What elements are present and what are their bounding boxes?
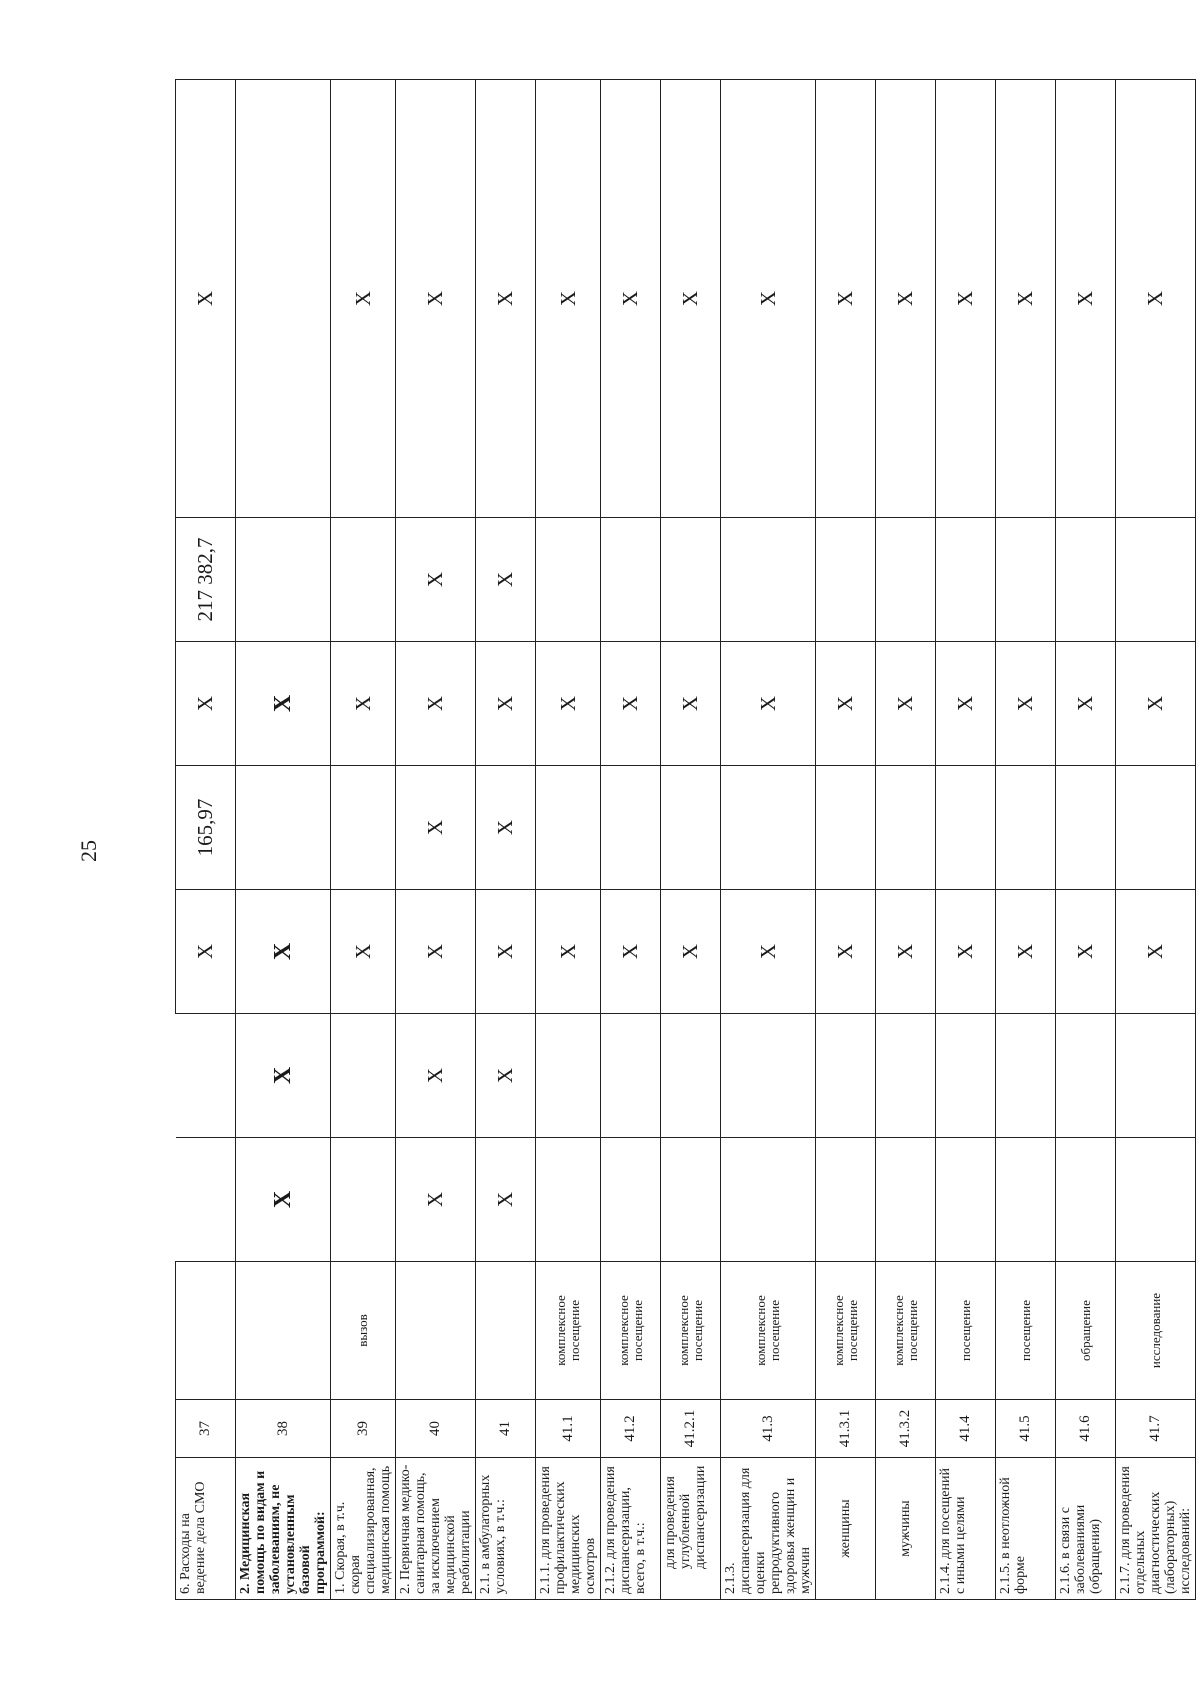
value-cell-4 — [236, 766, 331, 890]
row-unit: комплексное посещение — [816, 1262, 876, 1400]
value-cell-3: X — [721, 890, 816, 1014]
value-cell-5: X — [1116, 642, 1196, 766]
table-row — [1116, 80, 1196, 1600]
value-cell-3: X — [876, 890, 936, 1014]
value-cell-1 — [721, 1138, 816, 1262]
value-cell-2: X — [396, 1014, 476, 1138]
value-cell-7: X — [1056, 80, 1116, 518]
row-number: 41.3.1 — [816, 1400, 876, 1458]
row-number: 39 — [331, 1400, 396, 1458]
value-cell-1 — [331, 1138, 396, 1262]
row-unit — [396, 1262, 476, 1400]
row-unit: обращение — [1056, 1262, 1116, 1400]
value-cell-1: X — [236, 1138, 331, 1262]
value-cell-7: X — [661, 80, 721, 518]
value-cell-1 — [996, 1138, 1056, 1262]
value-cell-4: X — [396, 766, 476, 890]
value-cell-7: X — [536, 80, 601, 518]
value-cell-4 — [1056, 766, 1116, 890]
value-cell-3: X — [1056, 890, 1116, 1014]
value-cell-1 — [876, 1138, 936, 1262]
value-cell-5: X — [476, 642, 536, 766]
value-cell-7: X — [1116, 80, 1196, 518]
table-row — [876, 80, 936, 1600]
value-cell-4 — [936, 766, 996, 890]
value-cell-4 — [816, 766, 876, 890]
table-row — [536, 80, 601, 1600]
row-number: 40 — [396, 1400, 476, 1458]
row-unit: посещение — [996, 1262, 1056, 1400]
value-cell-7: X — [996, 80, 1056, 518]
row-number: 41 — [476, 1400, 536, 1458]
row-name: 2. Первичная медико-санитарная помощь, за исключением медицинской реабилитации — [396, 1458, 476, 1600]
value-cell-4 — [721, 766, 816, 890]
row-number: 38 — [236, 1400, 331, 1458]
value-cell-6 — [936, 518, 996, 642]
row-number: 41.3 — [721, 1400, 816, 1458]
value-cell-3: X — [816, 890, 876, 1014]
value-cell-5: X — [996, 642, 1056, 766]
row-number: 41.1 — [536, 1400, 601, 1458]
value-cell-4 — [1116, 766, 1196, 890]
value-cell-7: X — [816, 80, 876, 518]
value-cell-5: X — [1056, 642, 1116, 766]
row-number: 41.2 — [601, 1400, 661, 1458]
value-cell-2 — [1056, 1014, 1116, 1138]
value-cell-3: X — [236, 890, 331, 1014]
value-cell-2: X — [236, 1014, 331, 1138]
value-cell-6 — [536, 518, 601, 642]
row-number: 41.6 — [1056, 1400, 1116, 1458]
table-row — [996, 80, 1056, 1600]
value-cell-1 — [536, 1138, 601, 1262]
value-cell-3: X — [1116, 890, 1196, 1014]
value-cell-2 — [331, 1014, 396, 1138]
row-unit — [236, 1262, 331, 1400]
row-unit: комплексное посещение — [601, 1262, 661, 1400]
row-name: 2. Медицинская помощь по видам и заболеваниям, не установленным базовой программой: — [236, 1458, 331, 1600]
table-row — [476, 80, 536, 1600]
value-cell-2: X — [476, 1014, 536, 1138]
value-cell-5: X — [876, 642, 936, 766]
row-number: 41.5 — [996, 1400, 1056, 1458]
value-cell-7 — [236, 80, 331, 518]
value-cell-5: X — [536, 642, 601, 766]
row-unit: посещение — [936, 1262, 996, 1400]
table-row — [661, 80, 721, 1600]
table-row — [936, 80, 996, 1600]
table-row — [236, 80, 331, 1600]
value-cell-2 — [876, 1014, 936, 1138]
value-cell-5: X — [816, 642, 876, 766]
value-cell-1 — [601, 1138, 661, 1262]
value-cell-5: X — [601, 642, 661, 766]
value-cell-2 — [176, 1014, 236, 1138]
row-number: 41.2.1 — [661, 1400, 721, 1458]
value-cell-6 — [1116, 518, 1196, 642]
row-name: 2.1.3. диспансеризация для оценки репродуктивного здоровья женщин и мужчин — [721, 1458, 816, 1600]
value-cell-6 — [876, 518, 936, 642]
row-unit: комплексное посещение — [876, 1262, 936, 1400]
row-number: 37 — [176, 1400, 236, 1458]
value-cell-7: X — [176, 80, 236, 518]
table-row — [601, 80, 661, 1600]
row-unit: комплексное посещение — [721, 1262, 816, 1400]
value-cell-4: X — [476, 766, 536, 890]
value-cell-6: X — [476, 518, 536, 642]
value-cell-5: X — [721, 642, 816, 766]
row-unit: комплексное посещение — [661, 1262, 721, 1400]
value-cell-7: X — [601, 80, 661, 518]
value-cell-2 — [936, 1014, 996, 1138]
row-unit: исследование — [1116, 1262, 1196, 1400]
row-number: 41.7 — [1116, 1400, 1196, 1458]
row-name: для проведения углубленной диспансеризации — [661, 1458, 721, 1600]
value-cell-4 — [536, 766, 601, 890]
value-cell-7: X — [936, 80, 996, 518]
value-cell-2 — [996, 1014, 1056, 1138]
row-name: 1. Скорая, в т.ч. скорая специализированная, медицинская помощь — [331, 1458, 396, 1600]
value-cell-5: X — [661, 642, 721, 766]
table-row — [396, 80, 476, 1600]
value-cell-7: X — [721, 80, 816, 518]
value-cell-3: X — [331, 890, 396, 1014]
value-cell-1 — [816, 1138, 876, 1262]
value-cell-6 — [816, 518, 876, 642]
value-cell-4 — [601, 766, 661, 890]
value-cell-1: X — [476, 1138, 536, 1262]
value-cell-2 — [816, 1014, 876, 1138]
value-cell-3: X — [661, 890, 721, 1014]
value-cell-3: X — [996, 890, 1056, 1014]
row-unit — [476, 1262, 536, 1400]
cost-table — [175, 79, 1196, 1600]
value-cell-6 — [721, 518, 816, 642]
value-cell-1 — [1116, 1138, 1196, 1262]
row-number: 41.3.2 — [876, 1400, 936, 1458]
row-name: 6. Расходы на ведение дела СМО — [176, 1458, 236, 1600]
page-number: 25 — [76, 840, 101, 862]
row-name: женщины — [816, 1458, 876, 1600]
row-unit — [176, 1262, 236, 1400]
value-cell-2 — [661, 1014, 721, 1138]
table-row — [1056, 80, 1116, 1600]
value-cell-6 — [661, 518, 721, 642]
value-cell-5: X — [176, 642, 236, 766]
table-row — [816, 80, 876, 1600]
value-cell-6 — [601, 518, 661, 642]
table-row — [721, 80, 816, 1600]
value-cell-1 — [1056, 1138, 1116, 1262]
table-row — [331, 80, 396, 1600]
table-row — [176, 80, 236, 1600]
row-name: 2.1.1. для проведения профилактических медицинских осмотров — [536, 1458, 601, 1600]
row-name: 2.1.6. в связи с заболеваниями (обращения) — [1056, 1458, 1116, 1600]
value-cell-6 — [236, 518, 331, 642]
row-name: 2.1.7. для проведения отдельных диагностических (лабораторных) исследований: — [1116, 1458, 1196, 1600]
value-cell-7: X — [876, 80, 936, 518]
value-cell-7: X — [476, 80, 536, 518]
value-cell-3: X — [936, 890, 996, 1014]
row-unit: комплексное посещение — [536, 1262, 601, 1400]
value-cell-3: X — [536, 890, 601, 1014]
value-cell-6: X — [396, 518, 476, 642]
value-cell-5: X — [396, 642, 476, 766]
row-name: мужчины — [876, 1458, 936, 1600]
value-cell-4 — [661, 766, 721, 890]
row-name: 2.1.2. для проведения диспансеризации, всего, в т.ч.: — [601, 1458, 661, 1600]
value-cell-1 — [176, 1138, 236, 1262]
value-cell-3: X — [476, 890, 536, 1014]
rotated-table-container — [175, 80, 1193, 1600]
row-name: 2.1.5. в неотложной форме — [996, 1458, 1056, 1600]
value-cell-3: X — [176, 890, 236, 1014]
value-cell-5: X — [331, 642, 396, 766]
value-cell-6 — [1056, 518, 1116, 642]
value-cell-4 — [876, 766, 936, 890]
value-cell-3: X — [601, 890, 661, 1014]
value-cell-1 — [661, 1138, 721, 1262]
value-cell-7: X — [396, 80, 476, 518]
value-cell-1: X — [396, 1138, 476, 1262]
value-cell-6 — [331, 518, 396, 642]
value-cell-7: X — [331, 80, 396, 518]
value-cell-2 — [601, 1014, 661, 1138]
value-cell-6 — [996, 518, 1056, 642]
table-body — [176, 80, 1196, 1600]
value-cell-5: X — [236, 642, 331, 766]
value-cell-4 — [996, 766, 1056, 890]
value-cell-2 — [1116, 1014, 1196, 1138]
value-cell-2 — [536, 1014, 601, 1138]
value-cell-2 — [721, 1014, 816, 1138]
value-cell-4 — [331, 766, 396, 890]
value-cell-3: X — [396, 890, 476, 1014]
value-cell-4: 165,97 — [176, 766, 236, 890]
value-cell-5: X — [936, 642, 996, 766]
value-cell-1 — [936, 1138, 996, 1262]
row-name: 2.1.4. для посещений с иными целями — [936, 1458, 996, 1600]
row-name: 2.1. в амбулаторных условиях, в т.ч.: — [476, 1458, 536, 1600]
row-number: 41.4 — [936, 1400, 996, 1458]
row-unit: вызов — [331, 1262, 396, 1400]
value-cell-6: 217 382,7 — [176, 518, 236, 642]
